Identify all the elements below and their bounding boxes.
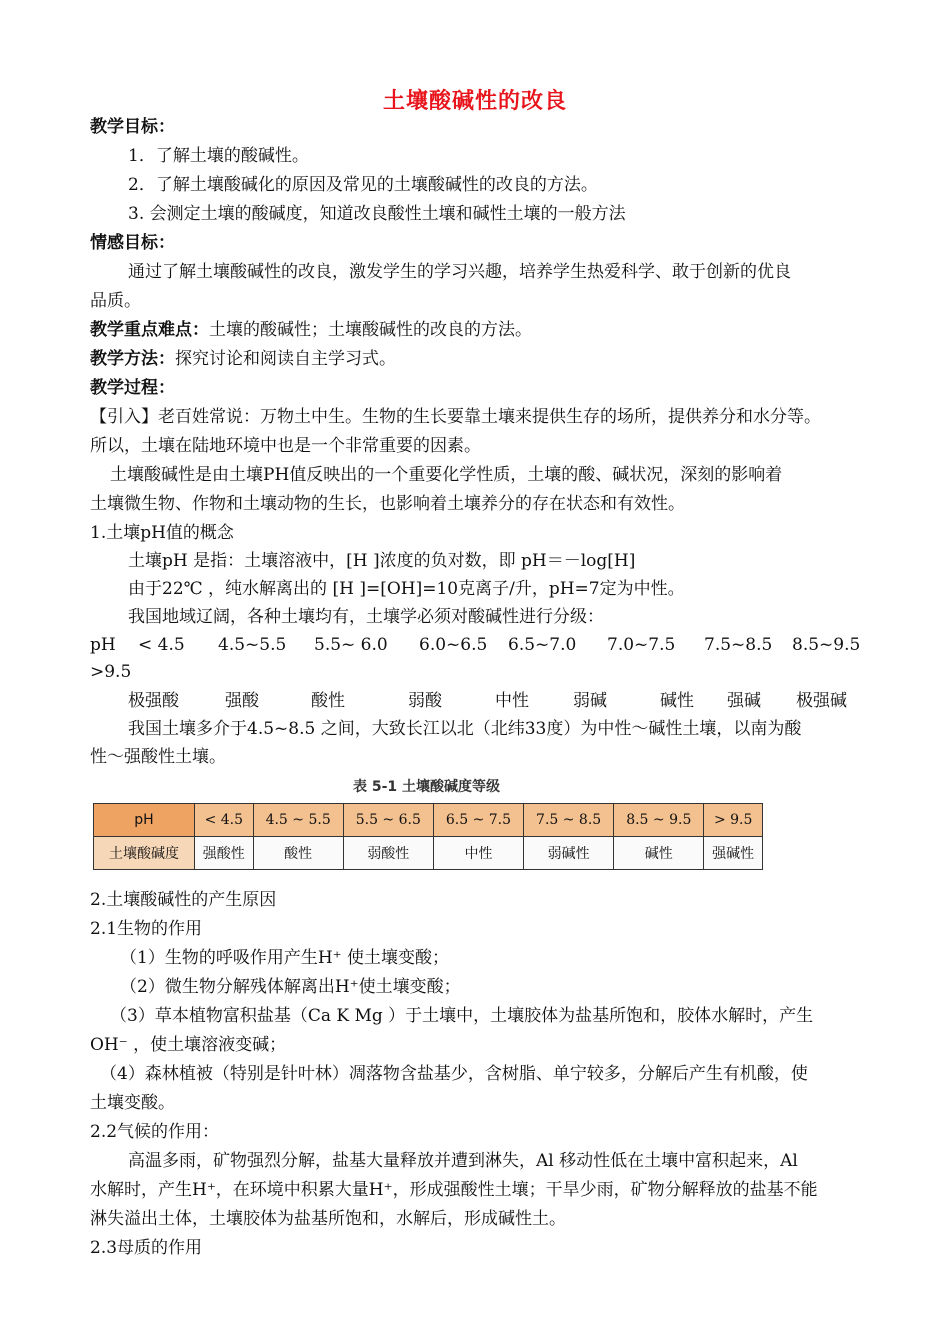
ph-range-item: < 4.5 bbox=[138, 635, 185, 655]
table-cell: > 9.5 bbox=[704, 804, 763, 837]
table-cell: 弱碱性 bbox=[524, 837, 614, 870]
key-points-line bbox=[90, 319, 532, 341]
china-soil-line1: 我国土壤多介于4.5~8.5 之间，大致长江以北（北纬33度）为中性～碱性土壤，以南为酸 bbox=[128, 719, 802, 739]
table-cell: 强碱性 bbox=[704, 837, 763, 870]
table-cell: 6.5 ~ 7.5 bbox=[433, 804, 523, 837]
table-cell: 强酸性 bbox=[195, 837, 254, 870]
table-cell: 中性 bbox=[433, 837, 523, 870]
acidity-class: 酸性 bbox=[311, 691, 345, 711]
table-cell: 碱性 bbox=[614, 837, 704, 870]
neutral-definition: 由于22℃ ，纯水解离出的 [H ]=[OH]=10克离子/升，pH=7定为中性。 bbox=[128, 579, 685, 599]
table-cell: < 4.5 bbox=[195, 804, 254, 837]
section2-heading: 2.土壤酸碱性的产生原因 bbox=[90, 890, 277, 910]
ph-range-item: 8.5~9.5 bbox=[792, 635, 861, 655]
table-row bbox=[94, 804, 763, 837]
acidity-class: 极强酸 bbox=[128, 691, 179, 711]
acidity-class: 强酸 bbox=[225, 691, 259, 711]
goal-item-2: 2．了解土壤酸碱化的原因及常见的土壤酸碱性的改良的方法。 bbox=[128, 175, 598, 195]
ph-range-row bbox=[90, 634, 870, 656]
ph-range-label: pH bbox=[90, 635, 116, 655]
ph-range-item: 4.5~5.5 bbox=[218, 635, 287, 655]
acidity-class-row bbox=[90, 690, 870, 712]
acidity-grade-table bbox=[93, 803, 763, 870]
section22-heading: 2.2气候的作用： bbox=[90, 1122, 220, 1142]
table-cell: 土壤酸碱度 bbox=[94, 837, 195, 870]
goals-heading: 教学目标： bbox=[90, 117, 175, 137]
climate-line1: 高温多雨，矿物强烈分解，盐基大量释放并遭到淋失，Al 移动性低在土壤中富积起来，Al bbox=[128, 1151, 798, 1171]
acidity-class: 极强碱 bbox=[796, 691, 847, 711]
section23-heading: 2.3母质的作用 bbox=[90, 1238, 203, 1258]
intro-line1: 【引入】老百姓常说：万物土中生。生物的生长要靠土壤来提供生存的场所，提供养分和水分等。 bbox=[90, 407, 821, 427]
ph-range-item: 7.5~8.5 bbox=[704, 635, 773, 655]
intro-line2: 所以，土壤在陆地环境中也是一个非常重要的因素。 bbox=[90, 436, 481, 456]
key-points-text: 土壤的酸碱性；土壤酸碱性的改良的方法。 bbox=[209, 320, 532, 340]
bio-item-3-line1: （3）草本植物富积盐基（Ca K Mg ）于土壤中，土壤胶体为盐基所饱和，胶体水解时，产生 bbox=[110, 1006, 814, 1026]
acidity-class: 中性 bbox=[495, 691, 529, 711]
table-cell: pH bbox=[94, 804, 195, 837]
acidity-class: 碱性 bbox=[660, 691, 694, 711]
grade-intro: 我国地域辽阔，各种土壤均有，土壤学必须对酸碱性进行分级： bbox=[128, 607, 604, 627]
para2-line1: 土壤酸碱性是由土壤PH值反映出的一个重要化学性质，土壤的酸、碱状况，深刻的影响着 bbox=[110, 465, 783, 485]
para2-line2: 土壤微生物、作物和土壤动物的生长，也影响着土壤养分的存在状态和有效性。 bbox=[90, 494, 685, 514]
acidity-class: 弱酸 bbox=[408, 691, 442, 711]
ph-range-tail: >9.5 bbox=[90, 662, 132, 682]
process-heading: 教学过程： bbox=[90, 378, 175, 398]
climate-line3: 淋失溢出土体，土壤胶体为盐基所饱和，水解后，形成碱性土。 bbox=[90, 1209, 566, 1229]
emotion-text-line2: 品质。 bbox=[90, 291, 141, 311]
method-label: 教学方法： bbox=[90, 349, 175, 369]
ph-range-item: 6.5~7.0 bbox=[508, 635, 577, 655]
table-cell: 5.5 ~ 6.5 bbox=[343, 804, 433, 837]
table-cell: 4.5 ~ 5.5 bbox=[253, 804, 343, 837]
goal-item-3: 3. 会测定土壤的酸碱度，知道改良酸性土壤和碱性土壤的一般方法 bbox=[128, 204, 626, 224]
acidity-class: 弱碱 bbox=[573, 691, 607, 711]
table-caption: 表 5-1 土壤酸碱度等级 bbox=[353, 779, 501, 795]
page-title: 土壤酸碱性的改良 bbox=[382, 89, 567, 114]
climate-line2: 水解时，产生H⁺，在环境中积累大量H⁺，形成强酸性土壤；干旱少雨，矿物分解释放的盐基不能 bbox=[90, 1180, 818, 1200]
method-text: 探究讨论和阅读自主学习式。 bbox=[175, 349, 396, 369]
table-row bbox=[94, 837, 763, 870]
bio-item-4-line1: （4）森林植被（特别是针叶林）凋落物含盐基少，含树脂、单宁较多，分解后产生有机酸，使 bbox=[100, 1064, 808, 1084]
china-soil-line2: 性～强酸性土壤。 bbox=[90, 747, 226, 767]
ph-definition: 土壤pH 是指：土壤溶液中，[H ]浓度的负对数，即 pH＝－log[H] bbox=[128, 551, 636, 571]
ph-range-item: 5.5~ 6.0 bbox=[314, 635, 388, 655]
table-cell: 弱酸性 bbox=[343, 837, 433, 870]
table-cell: 酸性 bbox=[253, 837, 343, 870]
bio-item-1: （1）生物的呼吸作用产生H⁺ 使土壤变酸； bbox=[120, 948, 450, 968]
section21-heading: 2.1生物的作用 bbox=[90, 919, 203, 939]
acidity-class: 强碱 bbox=[727, 691, 761, 711]
section1-heading: 1.土壤pH值的概念 bbox=[90, 523, 234, 543]
bio-item-4-line2: 土壤变酸。 bbox=[90, 1093, 175, 1113]
ph-range-item: 7.0~7.5 bbox=[607, 635, 676, 655]
bio-item-3-line2: OH⁻ ，使土壤溶液变碱； bbox=[90, 1035, 287, 1055]
bio-item-2: （2）微生物分解残体解离出H⁺使土壤变酸； bbox=[120, 977, 461, 997]
goal-item-1: 1．了解土壤的酸碱性。 bbox=[128, 146, 309, 166]
ph-range-item: 6.0~6.5 bbox=[419, 635, 488, 655]
table-cell: 8.5 ~ 9.5 bbox=[614, 804, 704, 837]
method-line bbox=[90, 348, 396, 370]
emotion-heading: 情感目标： bbox=[90, 233, 175, 253]
table-cell: 7.5 ~ 8.5 bbox=[524, 804, 614, 837]
key-points-label: 教学重点难点： bbox=[90, 320, 209, 340]
emotion-text-line1: 通过了解土壤酸碱性的改良，激发学生的学习兴趣，培养学生热爱科学、敢于创新的优良 bbox=[128, 262, 791, 282]
